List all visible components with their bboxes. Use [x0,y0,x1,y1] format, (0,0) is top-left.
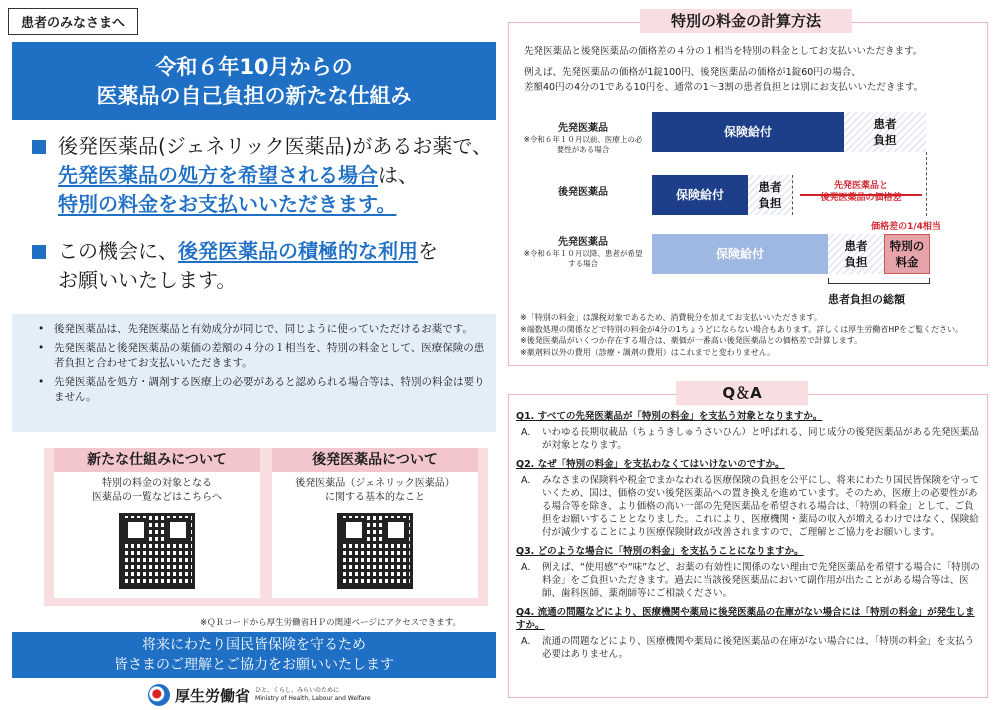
row3-insurance-segment: 保険給付 [652,234,828,274]
row1-self-pay-segment: 患者 負担 [844,112,926,152]
row2-insurance-segment: 保険給付 [652,175,748,215]
row1-label: 先発医薬品 ※令和６年１０月以前、医療上の必要性がある場合 [523,123,643,154]
row3-special-fee-segment: 特別の 料金 [884,234,930,274]
info-notes [12,314,496,432]
question: Q4. 流通の問題などにより、医療機関や薬局に後発医薬品の在庫がない場合には「特別の料金」が発生しますか。 [516,607,975,631]
key-point-2: この機会に、後発医薬品の積極的な利用を お願いいたします。 [32,237,492,295]
total-self-pay-label: 患者負担の総額 [828,293,905,306]
quarter-diff-label: 価格差の1/4相当 [871,222,941,232]
answer: A. 流通の問題などにより、医療機関や薬局に後発医薬品の在庫がない場合には、「特別の料金」を支払う必要はありません。 [521,636,975,660]
row1-insurance-segment: 保険給付 [652,112,844,152]
note-item: • 先発医薬品を処方・調剤する医療上の必要があると認められる場合等は、特別の料金は要りません。 [32,375,486,405]
generic-info-header: 後発医薬品について [272,448,478,472]
answer: A. みなさまの保険料や税金でまかなわれる医療保険の負担を公平にし、将来にわたり国民皆保険を守っていくため、国は、価格の安い後発医薬品への置き換えを進めています。そのため、医療上の必要性がある場合等を除き、より価格の高い一部の先発医薬品を希望される場合は、「特別の料金」として、ご負担をお願いすることとなりました。これにより、医療機関・薬局の収入が増えるわけではなく、保険給付が減少することにより医療保険財政が改善されますので、ご理解とご協力をお願いします。 [521,475,980,538]
price-diff-label: 先発医薬品と 後発医薬品の価格差 [820,181,902,203]
qa-title: Q＆A [676,381,808,405]
diff-guide-line [792,175,793,215]
highlight-brand-request: 先発医薬品の処方を希望される場合 [58,163,378,187]
calc-intro: 先発医薬品と後発医薬品の価格差の４分の１相当を特別の料金としてお支払いいただきます。 例えば、先発医薬品の価格が1錠100円、後発医薬品の価格が1錠60円の場合、 差額40円の4分の1である10円を、通常の1～3割の患者負担とは別にお支払いいただきます。 [524,46,924,93]
row3-self-pay-segment: 患者 負担 [828,234,884,274]
highlight-special-fee: 特別の料金をお支払いいただきます。 [58,192,397,216]
question: Q2. なぜ「特別の料金」を支払わなくてはいけないのですか。 [516,459,785,470]
hero-banner [12,42,496,120]
key-points [32,132,492,309]
row3-label: 先発医薬品 ※令和６年１０月以降、患者が希望する場合 [523,237,643,268]
hero-line1: 令和６年10月からの [155,55,353,79]
key-point-1: 後発医薬品(ジェネリック医薬品)があるお薬で、 先発医薬品の処方を希望される場合は、 特別の料金をお支払いいただきます。 [32,132,492,219]
square-bullet-icon [32,245,46,259]
footer-banner: 将来にわたり国民皆保険を守るため 皆さまのご理解とご協力をお願いいたします [12,632,496,678]
answer: A. 例えば、“使用感”や“味”など、お薬の有効性に関係のない理由で先発医薬品を希望する場合に「特別の料金」をご負担いただきます。過去に当該後発医薬品において副作用が出たことがある場合等は、医師、歯科医師、薬剤師等にご相談ください。 [521,562,980,599]
calc-title: 特別の料金の計算方法 [640,9,852,33]
generic-info-box: 後発医薬品について 後発医薬品（ジェネリック医薬品） に関する基本的なこと [262,448,488,606]
row2-label: 後発医薬品 [558,187,608,198]
question: Q3. どのような場合に「特別の料金」を支払うことになりますか。 [516,546,804,557]
hero-line2: 医薬品の自己負担の新たな仕組み [96,84,412,108]
square-bullet-icon [32,140,46,154]
answer: A. いわゆる長期収載品（ちょうきしゅうさいひん）と呼ばれる、同じ成分の後発医薬品がある先発医薬品が対象となります。 [521,427,980,451]
new-system-header: 新たな仕組みについて [54,448,260,472]
note-item: • 後発医薬品は、先発医薬品と有効成分が同じで、同じように使っていただけるお薬です。 [32,322,486,337]
question: Q1. すべての先発医薬品が「特別の料金」を支払う対象となりますか。 [516,411,823,422]
mhlw-emblem-icon [148,684,170,706]
audience-tag: 患者のみなさまへ [8,8,138,35]
row2-self-pay-segment: 患者 負担 [748,175,792,215]
total-bracket [828,278,930,284]
qr-code-icon[interactable] [337,513,413,589]
qa-list [516,410,982,667]
note-item: • 先発医薬品と後発医薬品の薬価の差額の４分の１相当を、特別の料金として、医療保険の患者負担と合わせてお支払いいただきます。 [32,341,486,371]
new-system-box: 新たな仕組みについて 特別の料金の対象となる 医薬品の一覧などはこちらへ [44,448,270,606]
highlight-generic-use: 後発医薬品の積極的な利用 [178,239,418,263]
calc-footnotes: ※「特別の料金」は課税対象であるため、消費税分を加えてお支払いいただきます。 ※端数処理の関係などで特別の料金が4分の1ちょうどにならない場合もあります。詳しくは厚生労働省HPをご覧ください。 ※後発医薬品がいくつか存在する場合は、薬価が一番高い後発医薬品との価格差で計算します。 ※薬剤料以外の費用（診療・調剤の費用）はこれまでと変わりません。 [520,313,964,357]
ministry-logo: 厚生労働省 ひと、くらし、みらいのために Ministry of Health, Labour and Welfare [148,684,371,706]
qr-note: ※ＱＲコードから厚生労働省ＨＰの関連ページにアクセスできます。 [200,618,462,628]
diff-guide-line [926,152,927,216]
qr-code-icon[interactable] [119,513,195,589]
